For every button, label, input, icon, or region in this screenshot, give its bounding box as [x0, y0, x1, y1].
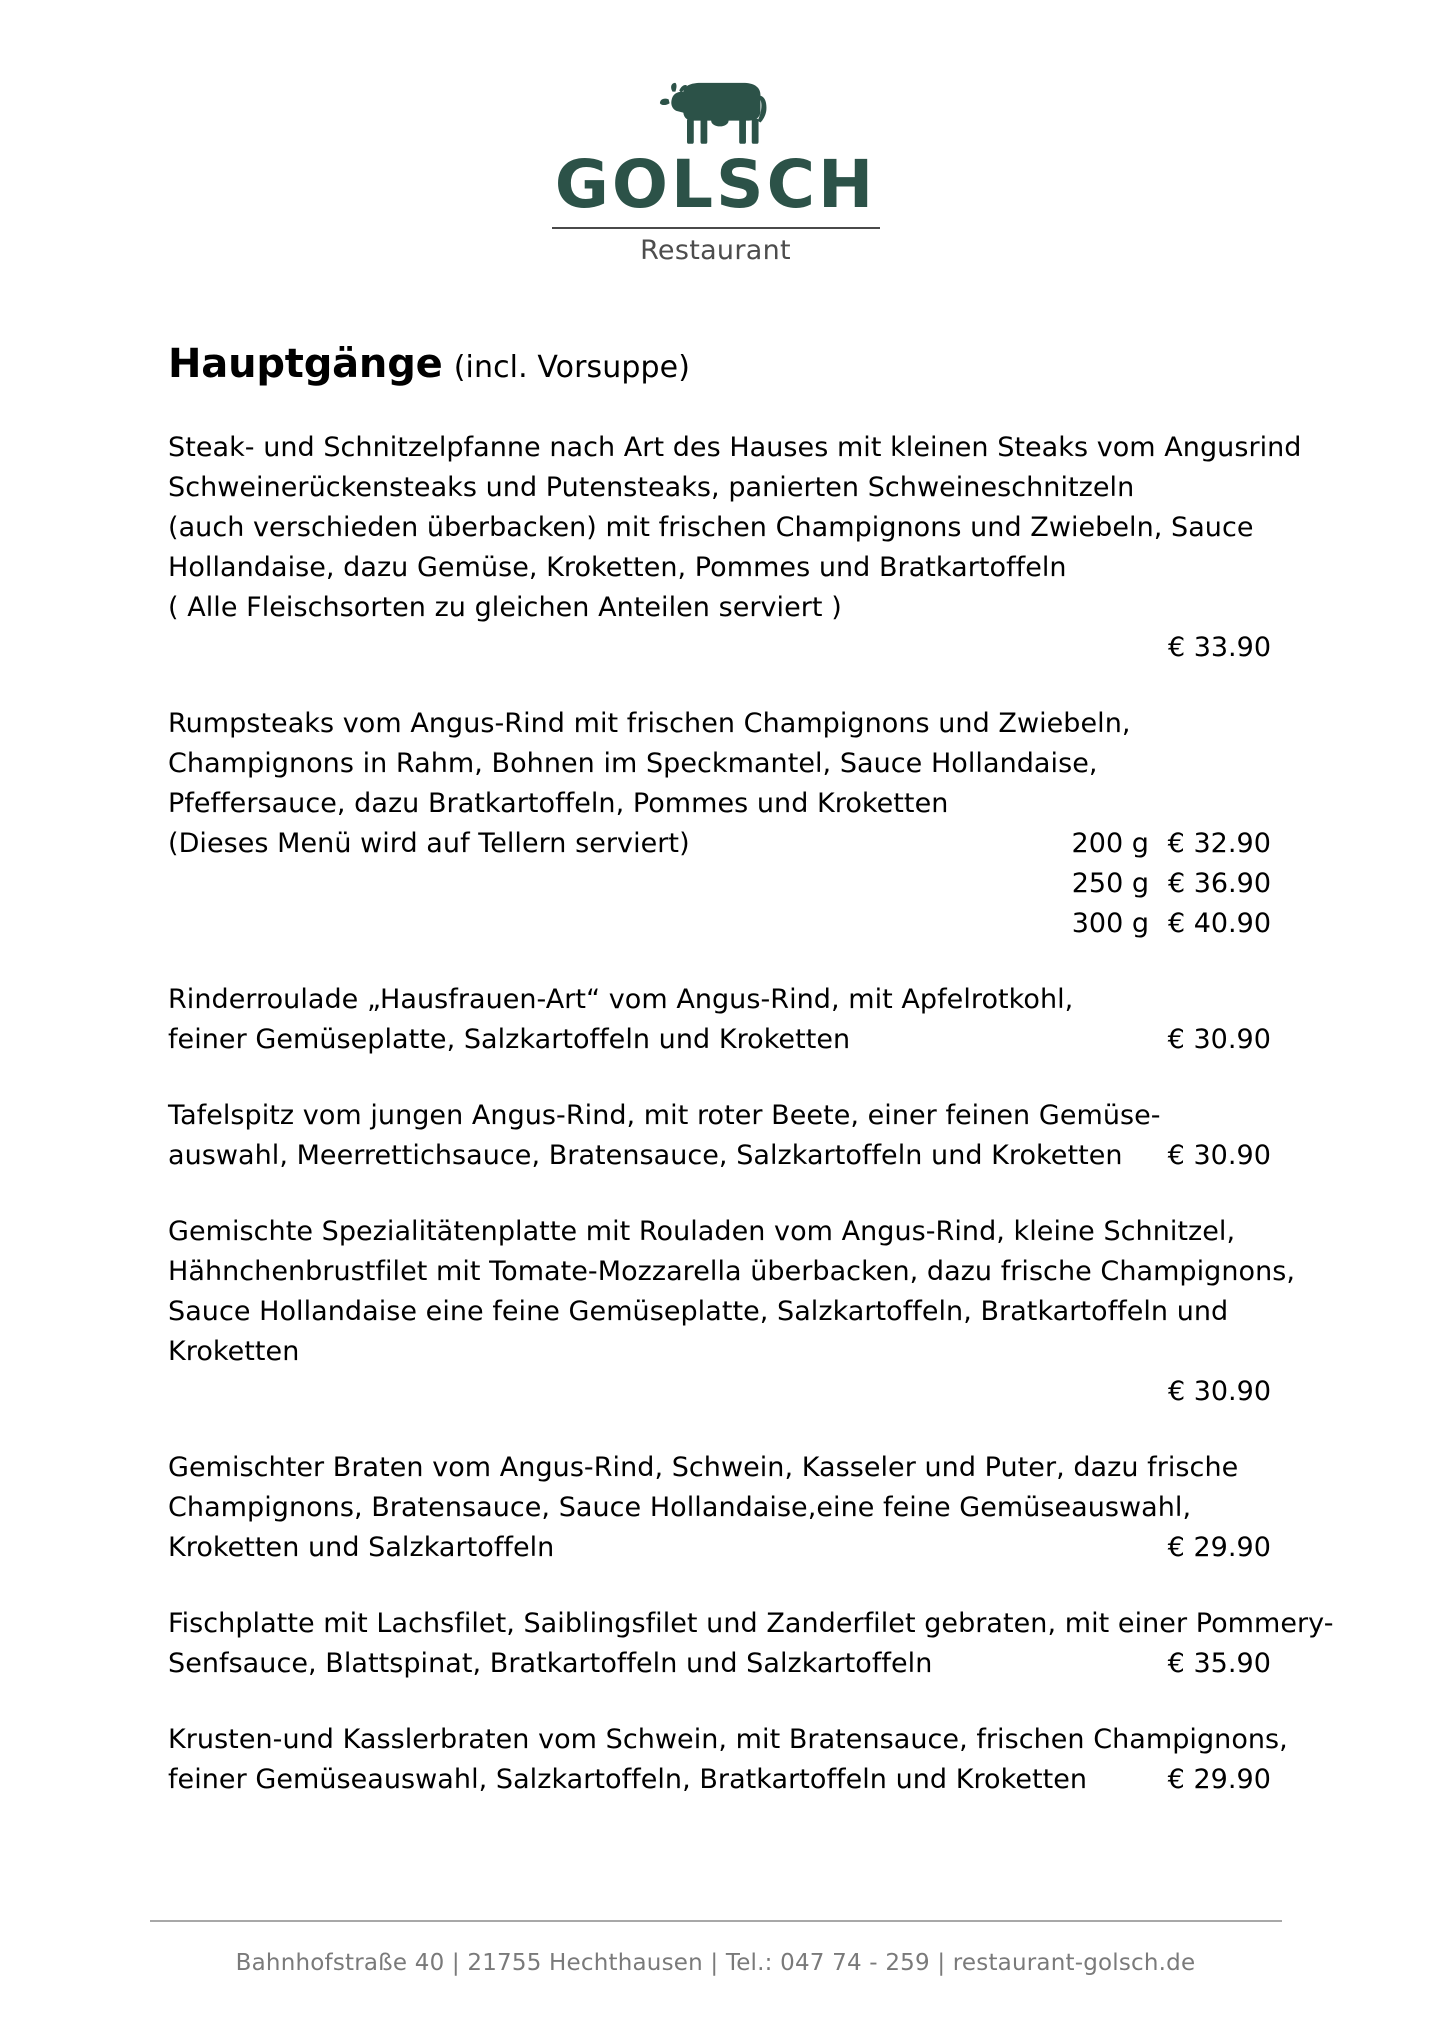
menu-item-price: € 35.90 [1167, 1647, 1271, 1679]
description-text: Champignons in Rahm, Bohnen im Speckmantel, Sauce Hollandaise, [168, 747, 1098, 779]
menu-item-description-line [168, 428, 1302, 468]
menu-item-description-line [168, 784, 1271, 824]
menu-item-price-row [168, 628, 1271, 668]
description-text: Sauce Hollandaise eine feine Gemüseplatte, Salzkartoffeln, Bratkartoffeln und [168, 1295, 1229, 1327]
menu-item-price-row [168, 1372, 1271, 1412]
menu-item-description-line [168, 1720, 1288, 1760]
menu-item-description-line [168, 980, 1271, 1020]
menu-item-description-line [168, 508, 1271, 548]
description-text: Hähnchenbrustfilet mit Tomate-Mozzarella überbacken, dazu frische Champignons, [168, 1255, 1295, 1287]
description-text: Champignons, Bratensauce, Sauce Hollandaise,eine feine Gemüseauswahl, [168, 1491, 1192, 1523]
menu-item-price: € 30.90 [1167, 1375, 1271, 1407]
tier-weight: 250 g [1071, 867, 1149, 899]
menu-item-description-line [168, 468, 1271, 508]
menu-item [168, 704, 1271, 944]
menu-item [168, 1096, 1271, 1176]
menu-item-description-line [168, 1604, 1334, 1644]
description-text: Rumpsteaks vom Angus-Rind mit frischen Champignons und Zwiebeln, [168, 707, 1131, 739]
tier-price: € 40.90 [1167, 907, 1271, 939]
menu-item-description-line [168, 1020, 1271, 1060]
description-text: Krusten-und Kasslerbraten vom Schwein, mit Bratensauce, frischen Champignons, [168, 1723, 1288, 1755]
price-tier-row [168, 864, 1271, 904]
description-text: Tafelspitz vom jungen Angus-Rind, mit roter Beete, einer feinen Gemüse- [168, 1099, 1161, 1131]
menu-item-description-line [168, 1292, 1271, 1332]
tier-price: € 32.90 [1167, 827, 1271, 859]
page-title [168, 342, 1271, 386]
menu-item [168, 1448, 1271, 1568]
menu-item-description-line [168, 1096, 1271, 1136]
page-footer [0, 1920, 1431, 1976]
description-text: (auch verschieden überbacken) mit frischen Champignons und Zwiebeln, Sauce [168, 511, 1254, 543]
menu-item-price: € 29.90 [1167, 1763, 1271, 1795]
menu-item-description-line [168, 1252, 1295, 1292]
menu-item-description-line [168, 1136, 1271, 1176]
price-tier-row [168, 904, 1271, 944]
menu-item-price: € 30.90 [1167, 1139, 1271, 1171]
price-tier-row [1071, 824, 1271, 864]
menu-item [168, 1720, 1288, 1800]
description-text: Rinderroulade „Hausfrauen-Art“ vom Angus-Rind, mit Apfelrotkohl, [168, 983, 1074, 1015]
section-title-note: (incl. Vorsuppe) [453, 349, 691, 385]
tier-price: € 36.90 [1167, 867, 1271, 899]
description-text: Pfeffersauce, dazu Bratkartoffeln, Pommes und Kroketten [168, 787, 949, 819]
description-text: Hollandaise, dazu Gemüse, Kroketten, Pommes und Bratkartoffeln [168, 551, 1067, 583]
menu-item-description-line [168, 1644, 1271, 1684]
section-title-main: Hauptgänge [168, 340, 443, 387]
description-text: Fischplatte mit Lachsfilet, Saiblingsfilet und Zanderfilet gebraten, mit einer Pommery- [168, 1607, 1334, 1639]
menu-item-description-line [168, 744, 1271, 784]
restaurant-logo [0, 72, 1431, 266]
menu-item-description-line [168, 1488, 1271, 1528]
menu-item [168, 980, 1271, 1060]
menu-item [168, 428, 1302, 668]
description-text: Senfsauce, Blattspinat, Bratkartoffeln und Salzkartoffeln [168, 1647, 933, 1679]
description-text: feiner Gemüseauswahl, Salzkartoffeln, Bratkartoffeln und Kroketten [168, 1763, 1088, 1795]
description-text: (Dieses Menü wird auf Tellern serviert) [168, 827, 690, 859]
brand-divider [552, 227, 880, 229]
menu-item-price: € 30.90 [1167, 1023, 1271, 1055]
brand-name: GOLSCH [554, 146, 877, 223]
description-text: Gemischter Braten vom Angus-Rind, Schwein, Kasseler und Puter, dazu frische [168, 1451, 1239, 1483]
menu-item-description-line [168, 1448, 1271, 1488]
tier-weight: 300 g [1071, 907, 1149, 939]
menu-item-price: € 33.90 [1167, 631, 1271, 663]
description-text: feiner Gemüseplatte, Salzkartoffeln und Kroketten [168, 1023, 851, 1055]
menu-content [0, 342, 1431, 2024]
description-text: Gemischte Spezialitätenplatte mit Rouladen vom Angus-Rind, kleine Schnitzel, [168, 1215, 1236, 1247]
menu-item-description-line [168, 588, 1271, 628]
menu-item [168, 1212, 1295, 1412]
description-text: auswahl, Meerrettichsauce, Bratensauce, Salzkartoffeln und Kroketten [168, 1139, 1123, 1171]
cow-icon [658, 72, 774, 146]
description-text: Kroketten [168, 1335, 300, 1367]
footer-contact: Bahnhofstraße 40 | 21755 Hechthausen | Tel.: 047 74 - 259 | restaurant-golsch.de [235, 1950, 1196, 1976]
menu-item-description-line [168, 824, 1271, 864]
menu-item-list [168, 428, 1334, 1800]
menu-item [168, 1604, 1334, 1684]
menu-item-description-line [168, 548, 1271, 588]
menu-item-description-line [168, 1760, 1271, 1800]
description-text: Steak- und Schnitzelpfanne nach Art des Hauses mit kleinen Steaks vom Angusrind [168, 431, 1302, 463]
menu-item-description-line [168, 1332, 1271, 1372]
menu-item-description-line [168, 704, 1271, 744]
brand-subtitle: Restaurant [640, 235, 791, 266]
menu-item-description-line [168, 1528, 1271, 1568]
description-text: Schweinerückensteaks und Putensteaks, panierten Schweineschnitzeln [168, 471, 1135, 503]
menu-item-description-line [168, 1212, 1271, 1252]
description-text: ( Alle Fleischsorten zu gleichen Anteilen serviert ) [168, 591, 842, 623]
menu-item-price: € 29.90 [1167, 1531, 1271, 1563]
description-text: Kroketten und Salzkartoffeln [168, 1531, 555, 1563]
tier-weight: 200 g [1071, 827, 1149, 859]
footer-divider [150, 1920, 1282, 1922]
